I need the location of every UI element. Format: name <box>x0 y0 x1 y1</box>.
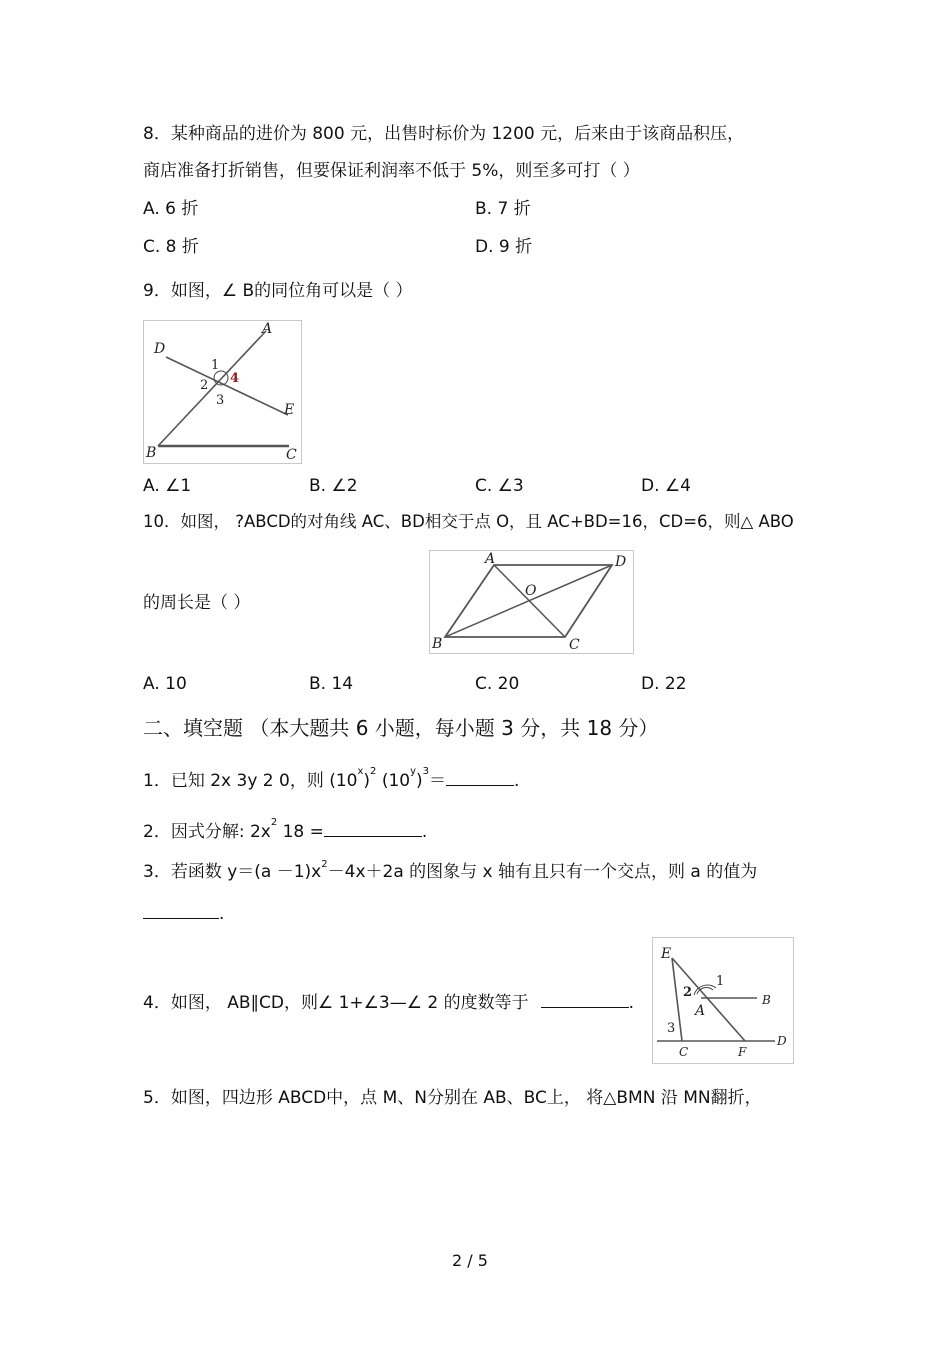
q10-stem-2: 的周长是（ ） <box>143 593 251 613</box>
fill-q2-sup: 2 <box>270 817 278 828</box>
label-4: 4 <box>230 371 240 386</box>
label-o: O <box>525 583 537 599</box>
label-e: E <box>284 402 295 418</box>
fill-q3-a: 3．若函数 y＝(a －1)x <box>143 862 322 882</box>
fill-q1-b: ) <box>363 771 371 791</box>
fill-q4-end: . <box>628 993 635 1013</box>
fill-q2-end: . <box>421 822 428 842</box>
label-c: C <box>286 447 297 463</box>
label-3: 3 <box>667 1021 676 1036</box>
fill-q1-e: ＝ <box>429 771 447 791</box>
label-2: 2 <box>200 378 209 393</box>
label-1: 1 <box>716 974 725 989</box>
label-b: B <box>762 993 771 1007</box>
fill-q1-end: . <box>514 771 520 791</box>
label-d: D <box>615 554 627 570</box>
label-a: A <box>262 321 273 337</box>
fill-q1-sup-3: 3 <box>422 766 430 777</box>
q8-option-a: A. 6 折 <box>143 199 199 219</box>
line-ba <box>158 331 266 446</box>
fill-q1-sup-y: y <box>410 766 417 777</box>
q10-option-a: A. 10 <box>143 674 187 694</box>
label-e: E <box>661 946 672 962</box>
label-c: C <box>569 637 580 653</box>
q9-option-c: C. ∠3 <box>475 476 524 496</box>
fill-q1 <box>143 766 520 791</box>
label-a: A <box>695 1003 706 1019</box>
fill-q2-b: 18 = <box>277 822 324 842</box>
fill-q1-sup-2: 2 <box>370 766 377 777</box>
fill-q4-answer-blank[interactable] <box>541 993 629 1008</box>
fill-q2-answer-blank[interactable] <box>324 822 422 837</box>
fill-q1-sup-x: x <box>357 766 364 777</box>
q8-line2: 商店准备打折销售，但要保证利润率不低于 5%，则至多可打（ ） <box>143 161 640 181</box>
line-de <box>166 357 288 415</box>
q8-option-b: B. 7 折 <box>475 199 531 219</box>
fill-q1-answer-blank[interactable] <box>446 771 514 786</box>
page-number: 2 / 5 <box>452 1251 488 1270</box>
q9-stem: 9．如图，∠ B的同位角可以是（ ） <box>143 281 413 301</box>
q9-option-a: A. ∠1 <box>143 476 192 496</box>
fill-q4-figure <box>652 937 794 1064</box>
fill-q3-b: －4x＋2a 的图象与 x 轴有且只有一个交点，则 a 的值为 <box>327 862 758 882</box>
label-f: F <box>738 1045 747 1059</box>
label-b: B <box>146 445 157 461</box>
fill-q3-end: . <box>219 904 225 924</box>
label-1: 1 <box>211 358 220 373</box>
label-2: 2 <box>683 985 693 1000</box>
label-b: B <box>432 636 443 652</box>
q10-stem: 10．如图， ?ABCD的对角线 AC、BD相交于点 O，且 AC+BD=16，CD=6，则△ ABO <box>143 512 794 531</box>
q9-option-d: D. ∠4 <box>641 476 691 496</box>
label-d: D <box>777 1034 787 1048</box>
fill-q4 <box>143 993 634 1012</box>
q10-option-c: C. 20 <box>475 674 520 694</box>
q10-option-d: D. 22 <box>641 674 687 694</box>
label-a: A <box>485 551 496 567</box>
fill-q3-answer-blank[interactable] <box>143 904 219 919</box>
section2-title: 二、填空题 （本大题共 6 小题，每小题 3 分，共 18 分） <box>143 716 659 740</box>
fill-q4-text: 4．如图， AB∥CD，则∠ 1+∠3—∠ 2 的度数等于 <box>143 993 529 1013</box>
fill-q3 <box>143 859 758 882</box>
q9-option-b: B. ∠2 <box>309 476 358 496</box>
label-3: 3 <box>216 393 225 408</box>
q8-option-d: D. 9 折 <box>475 237 533 257</box>
q10-figure <box>429 550 634 654</box>
label-d: D <box>154 341 166 357</box>
q8-line1: 8．某种商品的进价为 800 元，出售时标价为 1200 元，后来由于该商品积压， <box>143 124 745 144</box>
fill-q2-a: 2．因式分解: 2x <box>143 822 271 842</box>
label-c: C <box>679 1045 689 1059</box>
fill-q1-a: 1．已知 2x 3y 2 0，则 (10 <box>143 771 358 791</box>
q9-figure <box>143 320 302 464</box>
q10-option-b: B. 14 <box>309 674 354 694</box>
fill-q1-d: ) <box>416 771 423 791</box>
fill-q3-sup: 2 <box>321 859 328 870</box>
fill-q1-c: (10 <box>376 771 411 791</box>
fill-q2 <box>143 817 428 842</box>
q8-option-c: C. 8 折 <box>143 237 199 257</box>
fill-q5: 5．如图，四边形 ABCD中，点 M、N分别在 AB、BC上， 将△BMN 沿 MN翻折， <box>143 1088 762 1108</box>
fill-q3-line2 <box>143 904 224 923</box>
